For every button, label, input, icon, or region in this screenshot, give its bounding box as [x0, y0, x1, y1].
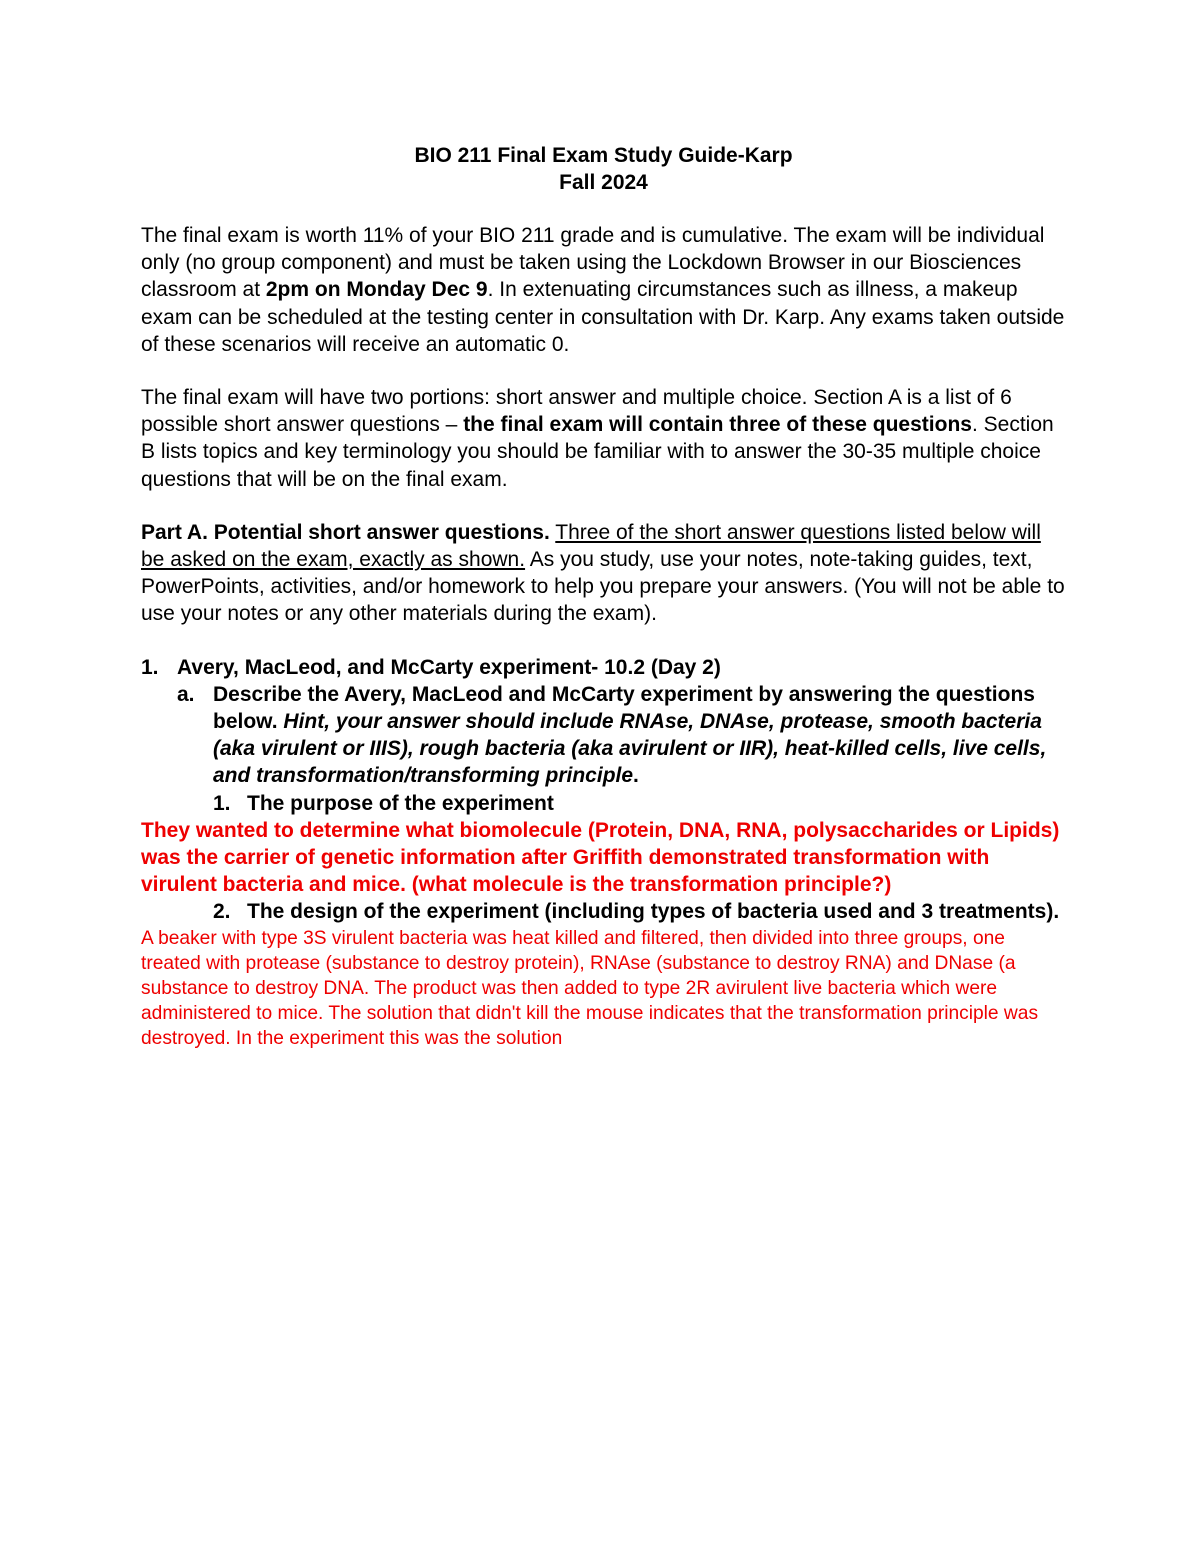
item-design: 2. The design of the experiment (including types of bacteria used and 3 treatments). [213, 900, 1060, 924]
question-1a: a. Describe the Avery, MacLeod and McCarty experiment by answering the questions below. Hint, your answer should include RNAse, DNAse, protease, smooth bacteria (aka virulent or IIIS), rough bacteria (aka avirulent or IIR), heat-killed cells, live cells, and transformation/transforming principle. [177, 682, 1047, 788]
part-a-paragraph: Part A. Potential short answer questions. Three of the short answer questions listed below will be asked on the exam, exactly as shown. As you study, use your notes, note-taking guides, text, PowerPoints, activities, and/or homework to help you prepare your answers. (You will not be able to use your notes or any other materials during the exam). [141, 520, 1065, 626]
item-purpose: 1. The purpose of the experiment [213, 791, 554, 815]
document-term: Fall 2024 [559, 171, 648, 194]
question-1-title: Avery, MacLeod, and McCarty experiment- 10.2 (Day 2) [177, 655, 721, 679]
document-title: BIO 211 Final Exam Study Guide-Karp [414, 144, 793, 167]
exam-date: 2pm on Monday Dec 9 [265, 278, 488, 302]
answer-design: A beaker with type 3S virulent bacteria was heat killed and filtered, then divided into three groups, one treated with protease (substance to destroy protein), RNAse (substance to destroy RNA) and DNase (a substance to destroy DNA. The product was then added to type 2R avirulent live bacteria which were administered to mice. The solution that didn't kill the mouse indicates that the transformation principle was destroyed. In the experiment this was the solution [141, 927, 1039, 1049]
question-1: 1. Avery, MacLeod, and McCarty experiment- 10.2 (Day 2) [141, 654, 1066, 681]
part-a-heading: Part A. Potential short answer questions. [141, 520, 550, 544]
intro-paragraph-2: The final exam will have two portions: short answer and multiple choice. Section A is a list of 6 possible short answer questions – the final exam will contain three of these questions. Section B lists topics and key terminology you should be familiar with to answer the 30-35 multiple choice questions that will be on the final exam. [141, 386, 1054, 491]
intro-paragraph-1: The final exam is worth 11% of your BIO 211 grade and is cumulative. The exam will be individual only (no group component) and must be taken using the Lockdown Browser in our Biosciences classroom at 2pm on Monday Dec 9. In extenuating circumstances such as illness, a makeup exam can be scheduled at the testing center in consultation with Dr. Karp. Any exams taken outside of these scenarios will receive an automatic 0. [141, 224, 1065, 356]
answer-purpose: They wanted to determine what biomolecule (Protein, DNA, RNA, polysaccharides or Lipids) was the carrier of genetic information after Griffith demonstrated transformation with virulent bacteria and mice. (what molecule is the transformation principle?) [141, 818, 1060, 897]
document-content [141, 142, 1066, 1051]
